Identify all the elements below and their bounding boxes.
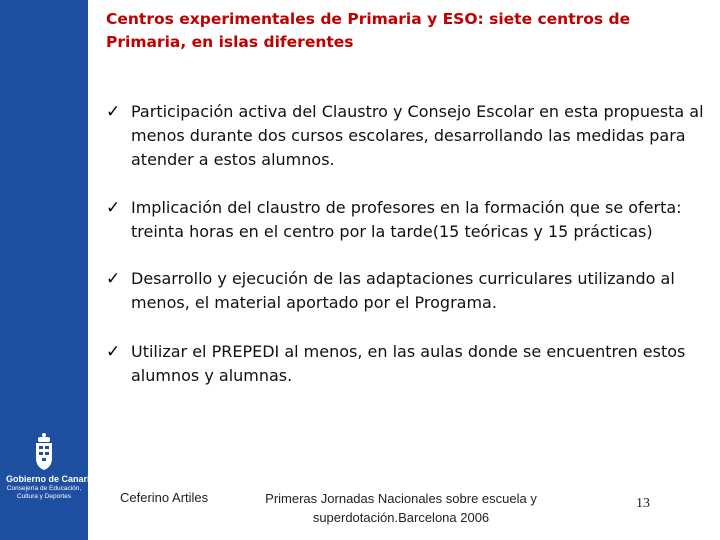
logo — [6, 432, 100, 501]
slide-title: Centros experimentales de Primaria y ESO: siete centros de Primaria, en islas diferentes — [106, 10, 631, 51]
bullet-text: Implicación del claustro de profesores en la formación que se oferta: treinta horas en el centro por la tarde(15 teóricas y 15 prácticas) — [131, 198, 682, 241]
footer-event: Primeras Jornadas Nacionales sobre escuela y superdotación.Barcelona 2006 — [265, 491, 537, 525]
bullet-text: Utilizar el PREPEDI al menos, en las aulas donde se encuentren estos alumnos y alumnas. — [131, 342, 686, 385]
bullet-text: Desarrollo y ejecución de las adaptaciones curriculares utilizando al menos, el material aportado por el Programa. — [131, 269, 675, 312]
logo-subtitle: Consejería de Educación, Cultura y Deportes — [6, 485, 82, 500]
check-icon: ✓ — [106, 198, 121, 218]
sidebar — [0, 0, 100, 540]
footer-author: Ceferino Artiles — [120, 490, 209, 505]
check-icon: ✓ — [106, 269, 121, 289]
bullet-text: Participación activa del Claustro y Consejo Escolar en esta propuesta al menos durante dos cursos escolares, desarrollando las medidas para atender a estos alumnos. — [131, 102, 704, 169]
logo-name: Gobierno de Canarias — [6, 474, 100, 484]
check-icon: ✓ — [106, 342, 121, 362]
page-number: 13 — [636, 496, 650, 511]
coat-of-arms-icon — [33, 432, 55, 472]
check-icon: ✓ — [106, 102, 121, 122]
